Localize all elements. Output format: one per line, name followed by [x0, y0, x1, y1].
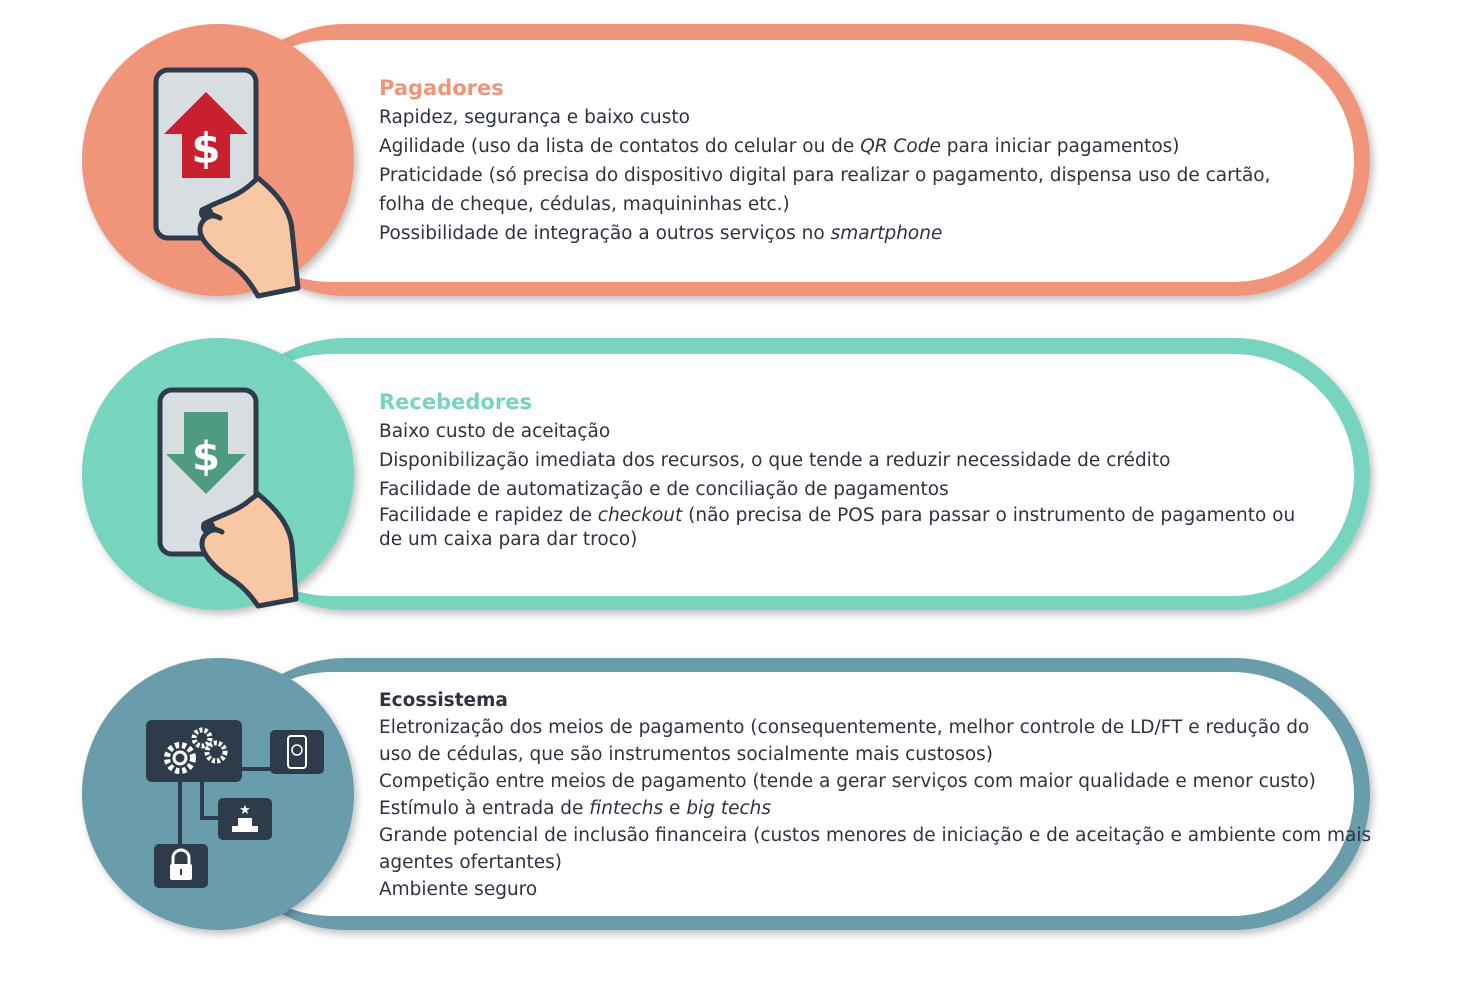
list-item: Disponibilização imediata dos recursos, o que tende a reduzir necessidade de crédito: [379, 450, 1171, 471]
list-item: Eletronização dos meios de pagamento (consequentemente, melhor controle de LD/FT e redução do: [379, 717, 1310, 738]
svg-text:$: $: [192, 434, 220, 480]
svg-text:$: $: [191, 124, 221, 173]
list-item: Facilidade e rapidez de checkout (não precisa de POS para passar o instrumento de pagamento ou: [379, 505, 1296, 526]
phone-upload-dollar-icon: [140, 60, 310, 300]
list-item: folha de cheque, cédulas, maquininhas etc.): [379, 194, 790, 215]
list-item: Ambiente seguro: [379, 879, 538, 900]
list-item: uso de cédulas, que são instrumentos socialmente mais custosos): [379, 744, 994, 765]
card-title: Pagadores: [379, 76, 504, 100]
card-title: Ecossistema: [379, 690, 508, 711]
ecosystem-network-icon: [140, 714, 340, 894]
list-item: Competição entre meios de pagamento (tende a gerar serviços com maior qualidade e menor custo): [379, 771, 1316, 792]
list-item: Baixo custo de aceitação: [379, 421, 611, 442]
card-ecossistema-text: [379, 687, 1371, 903]
list-item: Estímulo à entrada de fintechs e big techs: [379, 798, 771, 819]
card-title: Recebedores: [379, 390, 532, 414]
phone-download-dollar-icon: [140, 384, 310, 614]
svg-text:★: ★: [239, 803, 251, 818]
list-item: Grande potencial de inclusão financeira (custos menores de iniciação e de aceitação e ambiente com mais: [379, 825, 1372, 846]
list-item: Rapidez, segurança e baixo custo: [379, 107, 690, 128]
card-recebedores-text: [379, 387, 1295, 552]
list-item: Facilidade de automatização e de conciliação de pagamentos: [379, 479, 949, 500]
list-item: Possibilidade de integração a outros serviços no smartphone: [379, 223, 943, 244]
card-pagadores-text: [379, 73, 1271, 248]
list-item: agentes ofertantes): [379, 852, 562, 873]
list-item: de um caixa para dar troco): [379, 529, 638, 550]
list-item: Praticidade (só precisa do dispositivo digital para realizar o pagamento, dispensa uso de cartão,: [379, 165, 1271, 186]
list-item: Agilidade (uso da lista de contatos do celular ou de QR Code para iniciar pagamentos): [379, 136, 1180, 157]
